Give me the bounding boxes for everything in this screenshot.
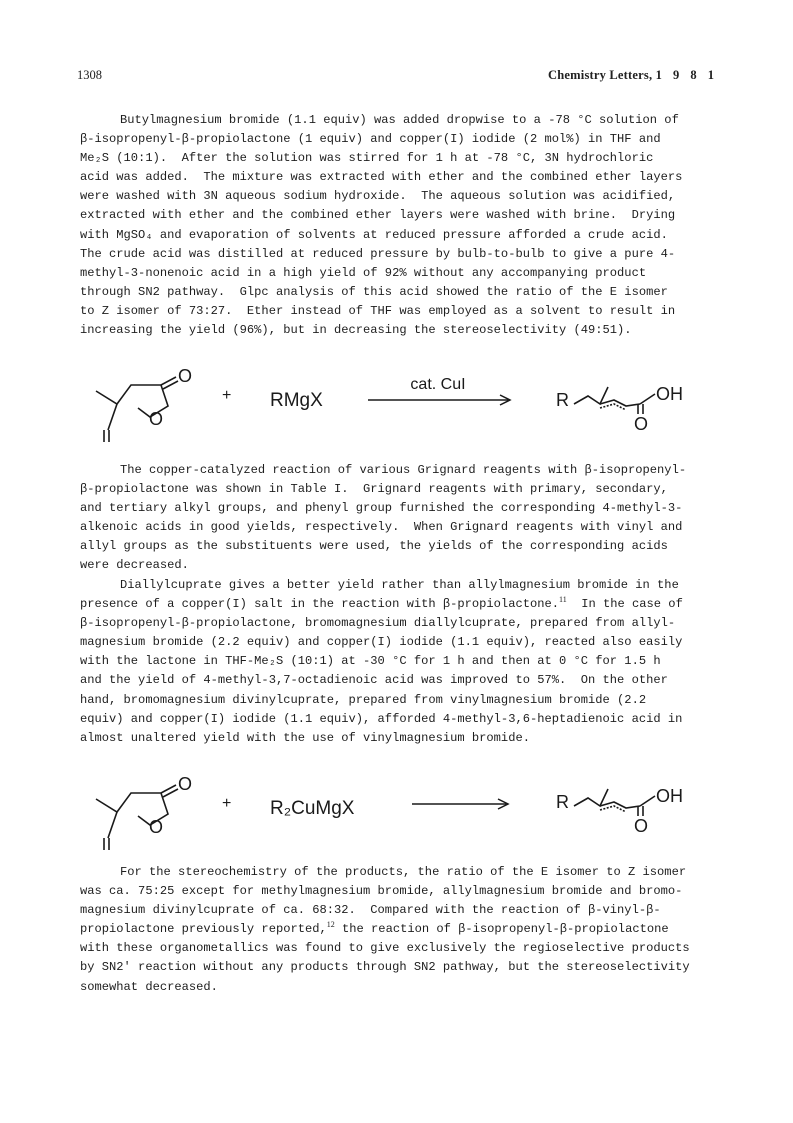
product-r-label-2: R xyxy=(556,792,569,812)
page-number: 1308 xyxy=(77,68,102,82)
journal-name: Chemistry Letters, xyxy=(548,68,653,82)
lactone-structure-2 xyxy=(96,785,178,850)
journal-running-head xyxy=(548,68,718,83)
product-oh-label-2: OH xyxy=(656,786,683,806)
carbonyl-oxygen-label-2: O xyxy=(178,774,193,794)
p1-line-9: methyl-3-nonenoic acid in a high yield of 92% without any accompanying product xyxy=(80,265,647,280)
p1-line-12: increasing the yield (96%), but in decreasing the stereoselectivity (49:51). xyxy=(80,323,632,338)
paragraph-3 xyxy=(80,576,714,748)
product-carbonyl-oxygen: O xyxy=(634,414,649,434)
journal-year: 1 9 8 1 xyxy=(655,68,718,82)
p1-line-5: were washed with 3N aqueous sodium hydroxide. The aqueous solution was acidified, xyxy=(80,189,676,204)
reagent-label: RMgX xyxy=(270,390,323,411)
product-structure-2 xyxy=(574,789,655,816)
p1-line-10: through SN2 pathway. Glpc analysis of this acid showed the ratio of the E isomer xyxy=(80,284,668,299)
p4-line-2: was ca. 75:25 except for methylmagnesium bromide, allylmagnesium bromide and bromo- xyxy=(80,884,683,899)
ring-oxygen-label-2: O xyxy=(149,817,164,837)
plus-sign-2: + xyxy=(222,795,232,812)
p3-line-6: and the yield of 4-methyl-3,7-octadienoic acid was improved to 57%. On the other xyxy=(80,673,668,688)
p4-line-4a: propiolactone previously reported, xyxy=(80,922,327,937)
reaction-arrow-1 xyxy=(368,395,510,405)
carbonyl-oxygen-label: O xyxy=(178,366,193,386)
p3-line-3: β-isopropenyl-β-propiolactone, bromomagnesium diallylcuprate, prepared from allyl- xyxy=(80,616,676,631)
p2-line-6: were decreased. xyxy=(80,558,189,573)
ring-oxygen-label: O xyxy=(149,409,164,429)
paragraph-2 xyxy=(80,461,714,576)
reaction-scheme-2 xyxy=(0,766,793,856)
p4-line-7: somewhat decreased. xyxy=(80,979,218,994)
p1-line-4: acid was added. The mixture was extracted with ether and the combined ether layers xyxy=(80,170,683,185)
product-oh-label: OH xyxy=(656,384,683,404)
p2-line-3: and tertiary alkyl groups, and phenyl group furnished the corresponding 4-methyl-3- xyxy=(80,501,683,516)
reaction-scheme-1 xyxy=(0,360,793,450)
p3-line-1: Diallylcuprate gives a better yield rather than allylmagnesium bromide in the xyxy=(120,578,679,592)
p2-line-5: allyl groups as the substituents were used, the yields of the corresponding acids xyxy=(80,539,668,554)
p3-line-8: equiv) and copper(I) iodide (1.1 equiv), afforded 4-methyl-3,6-heptadienoic acid in xyxy=(80,711,683,726)
p1-line-2: β-isopropenyl-β-propiolactone (1 equiv) and copper(I) iodide (2 mol%) in THF and xyxy=(80,132,661,147)
p3-line-5: with the lactone in THF-Me₂S (10:1) at -30 °C for 1 h and then at 0 °C for 1.5 h xyxy=(80,654,661,669)
reagent-label-2: R₂CuMgX xyxy=(270,798,355,819)
p4-line-5: with these organometallics was found to give exclusively the regioselective products xyxy=(80,941,690,956)
p1-line-1: Butylmagnesium bromide (1.1 equiv) was added dropwise to a -78 °C solution of xyxy=(120,113,679,127)
product-carbonyl-oxygen-2: O xyxy=(634,816,649,836)
reaction-arrow-2 xyxy=(412,799,508,809)
reference-12: 12 xyxy=(326,920,335,930)
p4-line-6: by SN2' reaction without any products through SN2 pathway, but the stereoselectivity xyxy=(80,960,690,975)
p3-line-2b: In the case of xyxy=(566,597,683,612)
p3-line-4: magnesium bromide (2.2 equiv) and copper(I) iodide (1.1 equiv), reacted also easily xyxy=(80,635,683,650)
p3-line-9: almost unaltered yield with the use of vinylmagnesium bromide. xyxy=(80,730,530,745)
reference-11: 11 xyxy=(559,595,567,605)
p1-line-3: Me₂S (10:1). After the solution was stirred for 1 h at -78 °C, 3N hydrochloric xyxy=(80,151,654,166)
catalyst-label: cat. CuI xyxy=(410,376,466,393)
p1-line-6: extracted with ether and the combined ether layers were washed with brine. Drying xyxy=(80,208,676,223)
paragraph-1 xyxy=(80,111,714,340)
p2-line-1: The copper-catalyzed reaction of various Grignard reagents with β-isopropenyl- xyxy=(120,463,687,477)
p3-line-2: presence of a copper(I) salt in the reaction with β-propiolactone. xyxy=(80,597,559,612)
p1-line-7: with MgSO₄ and evaporation of solvents at reduced pressure afforded a crude acid. xyxy=(80,227,668,242)
scheme-1-drawing xyxy=(0,360,793,450)
lactone-structure-1 xyxy=(96,377,178,442)
paragraph-4 xyxy=(80,863,714,997)
p4-line-3: magnesium divinylcuprate of ca. 68:32. Compared with the reaction of β-vinyl-β- xyxy=(80,903,661,918)
p4-line-1: For the stereochemistry of the products, the ratio of the E isomer to Z isomer xyxy=(120,865,687,879)
p2-line-2: β-propiolactone was shown in Table I. Grignard reagents with primary, secondary, xyxy=(80,482,668,497)
scheme-2-drawing xyxy=(0,766,793,856)
p2-line-4: alkenoic acids in good yields, respectively. When Grignard reagents with vinyl and xyxy=(80,520,683,535)
p1-line-11: to Z isomer of 73:27. Ether instead of THF was employed as a solvent to result in xyxy=(80,303,676,318)
plus-sign: + xyxy=(222,387,232,404)
p4-line-4b: the reaction of β-isopropenyl-β-propiolactone xyxy=(334,922,669,937)
p1-line-8: The crude acid was distilled at reduced pressure by bulb-to-bulb to give a pure 4- xyxy=(80,246,676,261)
product-structure-1 xyxy=(574,387,655,414)
product-r-label: R xyxy=(556,390,569,410)
p3-line-7: hand, bromomagnesium divinylcuprate, prepared from vinylmagnesium bromide (2.2 xyxy=(80,692,647,707)
